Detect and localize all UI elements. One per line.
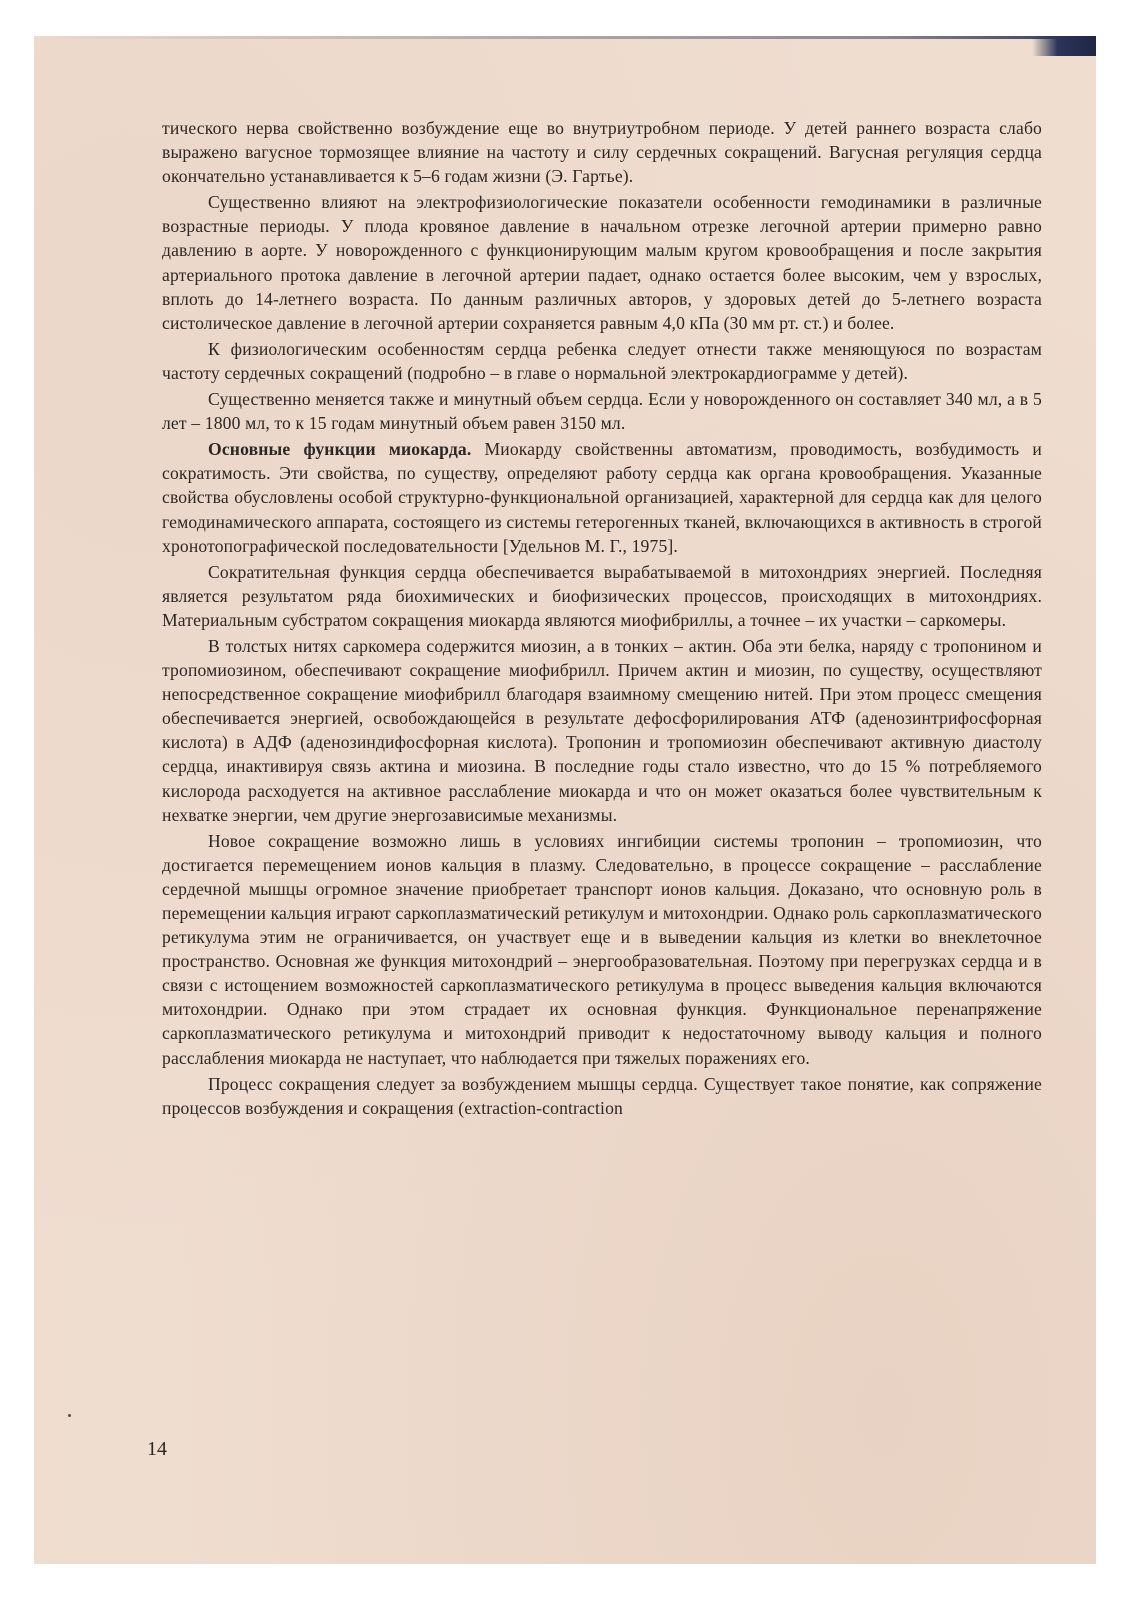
body-text xyxy=(162,116,1042,1120)
paragraph-heart-rate: К физиологическим особенностям сердца ребенка следует отнести также меняющуюся по возрастам частоту сердечных сокращений (подробно – в главе о нормальной электрокардиограмме у детей). xyxy=(162,338,1042,383)
paragraph-minute-volume: Существенно меняется также и минутный объем сердца. Если у новорожденного он составляет 340 мл, а в 5 лет – 1800 мл, то к 15 годам минутный объем равен 3150 мл. xyxy=(162,389,1042,434)
book-cover-edge xyxy=(1032,36,1096,56)
paragraph-myocardium-functions-text: Миокарду свойственны автоматизм, проводимость, возбудимость и сократимость. Эти свойства, по существу, определяют работу сердца как органа кровообращения. Указанные свойства обусловлены особой структурно-функциональной организацией, характерной для сердца как для целого гемодинамического аппарата, состоящего из системы гетерогенных тканей, включающихся в активность в строгой хронотопографической последовательности [Удельнов М. Г., 1975]. xyxy=(162,439,1042,556)
paragraph-vagal-regulation: тического нерва свойственно возбуждение еще во внутриутробном периоде. У детей раннего возраста слабо выражено вагусное тормозящее влияние на частоту и силу сердечных сокращений. Вагусная регуляция сердца окончательно устанавливается к 5–6 годам жизни (Э. Гартье). xyxy=(162,118,1042,187)
paragraph-excitation-contraction: Процесс сокращения следует за возбуждением мышцы сердца. Существует такое понятие, как сопряжение процессов возбуждения и сокращения (extraction-contraction xyxy=(162,1073,1042,1118)
page-number: 14 xyxy=(147,1438,167,1460)
paragraph-sarcomere: В толстых нитях саркомера содержится миозин, а в тонких – актин. Оба эти белка, наряду с тропонином и тропомиозином, обеспечивают сокращение миофибрилл. Причем актин и миозин, по существу, осуществляют непосредственное сокращение миофибрилл благодаря взаимному смещению нитей. При этом процесс смещения обеспечивается энергией, освобождающейся в результате дефосфорилирования АТФ (аденозинтрифосфорная кислота) в АДФ (аденозиндифосфорная кислота). Тропонин и тропомиозин обеспечивают активную диастолу сердца, инактивируя связь актина и миозина. В последние годы стало известно, что до 15 % потребляемого кислорода расходуется на активное расслабление миокарда и что он может оказаться более чувствительным к нехватке энергии, чем другие энергозависимые механизмы. xyxy=(162,635,1042,825)
scan-speck xyxy=(68,1414,71,1417)
paragraph-hemodynamics: Существенно влияют на электрофизиологические показатели особенности гемодинамики в различные возрастные периоды. У плода кровяное давление в начальном отрезке легочной артерии примерно равно давлению в аорте. У новорожденного с функционирующим малым кругом кровообращения и после закрытия артериального протока давление в легочной артерии падает, однако остается более высоким, чем у взрослых, вплоть до 14-летнего возраста. По данным различных авторов, у здоровых детей до 5-летнего возраста систолическое давление в легочной артерии сохраняется равным 4,0 кПа (30 мм рт. ст.) и более. xyxy=(162,192,1042,333)
paragraph-contractile-function: Сократительная функция сердца обеспечивается вырабатываемой в митохондриях энергией. Последняя является результатом ряда биохимических и биофизических процессов, происходящих в митохондриях. Материальным субстратом сокращения миокарда являются миофибриллы, а точнее – их участки – саркомеры. xyxy=(162,561,1042,630)
paragraph-myocardium-functions xyxy=(162,437,1042,557)
paragraph-calcium-transport: Новое сокращение возможно лишь в условиях ингибиции системы тропонин – тропомиозин, что достигается перемещением ионов кальция в плазму. Следовательно, в процессе сокращение – расслабление сердечной мышцы огромное значение приобретает транспорт ионов кальция. Доказано, что основную роль в перемещении кальция играют саркоплазматический ретикулум и митохондрии. Однако роль саркоплазматического ретикулума этим не ограничивается, он участвует еще и в выведении кальция из клетки во внеклеточное пространство. Основная же функция митохондрий – энергообразовательная. Поэтому при перегрузках сердца и в связи с истощением возможностей саркоплазматического ретикулума в процесс выведения кальция включаются митохондрии. Однако при этом страдает их основная функция. Функциональное перенапряжение саркоплазматического ретикулума и митохондрий приводит к недостаточному выводу кальция и полного расслабления миокарда не наступает, что наблюдается при тяжелых поражениях его. xyxy=(162,830,1042,1068)
book-page xyxy=(34,36,1096,1564)
section-heading: Основные функции миокарда. xyxy=(208,439,472,460)
page-top-shadow xyxy=(34,36,1096,39)
